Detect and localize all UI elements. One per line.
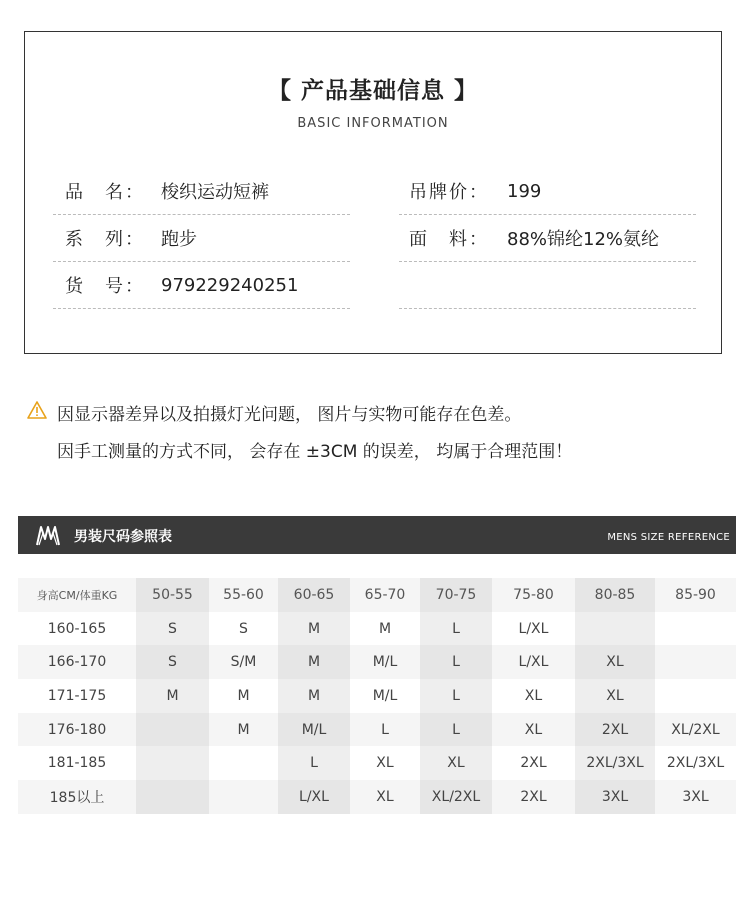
size-cell bbox=[655, 645, 736, 679]
size-cell: 2XL bbox=[575, 713, 655, 747]
size-cell: L/XL bbox=[492, 645, 575, 679]
size-cell: S bbox=[136, 645, 209, 679]
size-cell: M bbox=[209, 713, 278, 747]
size-cell: M bbox=[136, 679, 209, 713]
header-weight-range: 85-90 bbox=[655, 578, 736, 612]
header-weight-range: 65-70 bbox=[350, 578, 420, 612]
product-info-box bbox=[24, 31, 722, 354]
notice-line-1: 因显示器差异以及拍摄灯光问题， 图片与实物可能存在色差。 bbox=[57, 405, 522, 425]
field-label: 面 料： bbox=[409, 229, 489, 250]
row-height-range: 176-180 bbox=[18, 713, 136, 747]
row-height-range: 171-175 bbox=[18, 679, 136, 713]
header-weight-range: 50-55 bbox=[136, 578, 209, 612]
header-weight-range: 55-60 bbox=[209, 578, 278, 612]
table-header-row bbox=[18, 578, 736, 612]
size-cell: XL bbox=[350, 780, 420, 814]
size-cell: XL bbox=[575, 645, 655, 679]
table-row bbox=[18, 679, 736, 713]
size-cell: M bbox=[350, 612, 420, 646]
header-weight-range: 70-75 bbox=[420, 578, 492, 612]
size-cell: S bbox=[209, 612, 278, 646]
size-cell: L bbox=[420, 612, 492, 646]
size-cell: L/XL bbox=[278, 780, 350, 814]
table-row bbox=[18, 746, 736, 780]
size-cell bbox=[209, 746, 278, 780]
field-value: 979229240251 bbox=[161, 274, 299, 296]
size-cell: L bbox=[420, 645, 492, 679]
size-chart-header bbox=[18, 516, 736, 554]
row-height-range: 166-170 bbox=[18, 645, 136, 679]
size-cell: XL/2XL bbox=[655, 713, 736, 747]
field-label: 货 号： bbox=[65, 276, 145, 297]
field-value: 梭织运动短裤 bbox=[161, 182, 269, 203]
header-weight-range: 75-80 bbox=[492, 578, 575, 612]
table-row bbox=[18, 645, 736, 679]
size-cell: 2XL bbox=[492, 780, 575, 814]
size-cell: XL bbox=[492, 713, 575, 747]
size-cell: M bbox=[278, 612, 350, 646]
size-cell: XL/2XL bbox=[420, 780, 492, 814]
size-chart-title: 男装尺码参照表 bbox=[74, 529, 172, 545]
field-material bbox=[399, 215, 696, 262]
size-cell: M bbox=[209, 679, 278, 713]
field-label: 品 名： bbox=[65, 182, 145, 203]
row-height-range: 181-185 bbox=[18, 746, 136, 780]
size-cell: L bbox=[420, 679, 492, 713]
field-item-number bbox=[53, 262, 350, 309]
size-cell: 3XL bbox=[655, 780, 736, 814]
table-row bbox=[18, 780, 736, 814]
size-cell bbox=[209, 780, 278, 814]
size-cell bbox=[655, 679, 736, 713]
size-cell: 2XL/3XL bbox=[655, 746, 736, 780]
size-cell: XL bbox=[420, 746, 492, 780]
table-row bbox=[18, 713, 736, 747]
field-label: 吊牌价： bbox=[409, 182, 489, 203]
size-cell bbox=[575, 612, 655, 646]
field-label: 系 列： bbox=[65, 229, 145, 250]
field-value: 199 bbox=[507, 180, 542, 202]
size-cell: XL bbox=[350, 746, 420, 780]
size-cell: XL bbox=[575, 679, 655, 713]
size-cell: M/L bbox=[278, 713, 350, 747]
field-value: 88%锦纶12%氨纶 bbox=[507, 229, 660, 250]
size-cell: XL bbox=[492, 679, 575, 713]
size-cell bbox=[136, 713, 209, 747]
size-cell: S bbox=[136, 612, 209, 646]
row-height-range: 160-165 bbox=[18, 612, 136, 646]
size-cell bbox=[655, 612, 736, 646]
header-weight-range: 80-85 bbox=[575, 578, 655, 612]
field-product-name bbox=[53, 168, 350, 215]
size-cell: 2XL bbox=[492, 746, 575, 780]
size-cell: 2XL/3XL bbox=[575, 746, 655, 780]
header-height-weight: 身高CM/体重KG bbox=[18, 578, 136, 612]
size-cell: S/M bbox=[209, 645, 278, 679]
field-series bbox=[53, 215, 350, 262]
field-empty bbox=[399, 262, 696, 309]
size-cell: M/L bbox=[350, 679, 420, 713]
size-cell bbox=[136, 746, 209, 780]
header-weight-range: 60-65 bbox=[278, 578, 350, 612]
size-cell: M/L bbox=[350, 645, 420, 679]
size-cell bbox=[136, 780, 209, 814]
brand-logo-icon bbox=[34, 522, 62, 548]
row-height-range: 185以上 bbox=[18, 780, 136, 814]
size-cell: L bbox=[420, 713, 492, 747]
size-cell: L bbox=[350, 713, 420, 747]
size-cell: 3XL bbox=[575, 780, 655, 814]
size-cell: L/XL bbox=[492, 612, 575, 646]
info-subtitle: BASIC INFORMATION bbox=[297, 116, 449, 131]
field-tag-price bbox=[399, 168, 696, 215]
size-cell: M bbox=[278, 645, 350, 679]
table-row bbox=[18, 612, 736, 646]
size-table bbox=[18, 578, 736, 814]
field-value: 跑步 bbox=[161, 229, 197, 250]
info-title: 【 产品基础信息 】 bbox=[267, 78, 478, 104]
size-chart-subtitle: MENS SIZE REFERENCE bbox=[607, 532, 730, 543]
size-cell: M bbox=[278, 679, 350, 713]
size-cell: L bbox=[278, 746, 350, 780]
notice-line-2: 因手工测量的方式不同， 会存在 ±3CM 的误差， 均属于合理范围！ bbox=[57, 442, 573, 462]
warning-triangle-icon bbox=[27, 401, 47, 419]
